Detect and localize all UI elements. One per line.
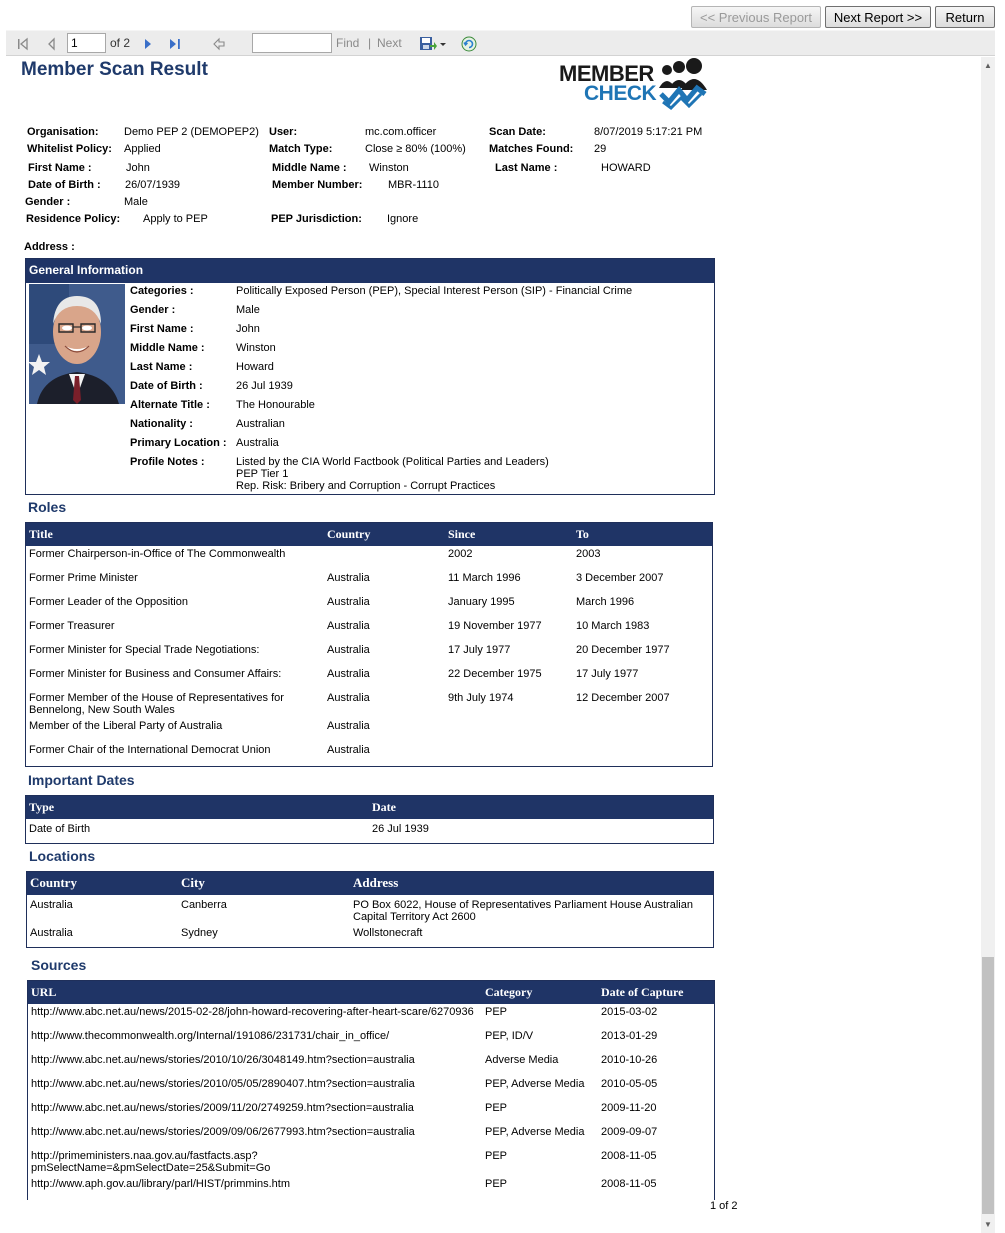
general-row-value: Politically Exposed Person (PEP), Special Interest Person (SIP) - Financial Crime: [236, 285, 633, 297]
first-page-icon[interactable]: [16, 35, 30, 53]
locations-heading: Locations: [29, 848, 96, 864]
source-category: PEP, Adverse Media: [485, 1078, 585, 1090]
location-row-2-address: Wollstonecraft: [353, 927, 423, 939]
role-to: 2003: [576, 548, 601, 560]
dob-label: Date of Birth :: [28, 179, 101, 191]
page-count-label: of 2: [110, 36, 131, 50]
organisation-value: Demo PEP 2 (DEMOPEP2): [124, 126, 259, 138]
scroll-up-icon[interactable]: ▲: [984, 60, 992, 70]
previous-page-icon[interactable]: [46, 35, 56, 53]
report-viewer-toolbar: [6, 30, 995, 56]
dates-row-date: 26 Jul 1939: [372, 823, 429, 835]
return-button[interactable]: Return: [935, 6, 995, 28]
role-title: Former Leader of the Opposition: [29, 596, 188, 608]
profile-photo: [29, 284, 125, 404]
find-link[interactable]: Find: [336, 36, 360, 50]
middle-name-label: Middle Name :: [272, 162, 347, 174]
source-date: 2009-11-20: [601, 1102, 657, 1114]
role-title: Former Prime Minister: [29, 572, 138, 584]
source-date: 2013-01-29: [601, 1030, 658, 1042]
general-row-value-line3: Rep. Risk: Bribery and Corruption - Corrupt Practices: [236, 480, 496, 492]
source-category: PEP: [485, 1178, 508, 1190]
general-information-title: General Information: [29, 263, 144, 277]
user-value: mc.com.officer: [365, 126, 437, 138]
important-dates-heading: Important Dates: [28, 772, 135, 788]
last-name-label: Last Name :: [495, 162, 558, 174]
source-category: PEP: [485, 1006, 508, 1018]
logo-word-member: MEMBER: [559, 61, 654, 86]
dob-value: 26/07/1939: [125, 179, 181, 191]
matches-found-label: Matches Found:: [489, 143, 574, 155]
general-row-label: Gender :: [130, 304, 176, 316]
match-type-value: Close ≥ 80% (100%): [365, 143, 466, 155]
report-title: Member Scan Result: [21, 59, 208, 80]
general-row-label: Profile Notes :: [130, 456, 205, 468]
role-country: Australia: [327, 644, 370, 656]
role-to: 20 December 1977: [576, 644, 670, 656]
source-url-link[interactable]: http://primeministers.naa.gov.au/fastfacts.asp?: [31, 1150, 258, 1162]
source-category: PEP, ID/V: [485, 1030, 534, 1042]
scrollbar-thumb[interactable]: [982, 957, 994, 1214]
general-row-label: Categories :: [130, 285, 194, 297]
sources-col-url: URL: [31, 985, 57, 999]
source-date: 2008-11-05: [601, 1150, 657, 1162]
source-url-link[interactable]: http://www.abc.net.au/news/2015-02-28/john-howard-recovering-after-heart-scare/6270936: [31, 1006, 474, 1018]
role-country: Australia: [327, 668, 370, 680]
find-separator: |: [368, 36, 372, 50]
role-since: 19 November 1977: [448, 620, 542, 632]
pep-jurisdiction-value: Ignore: [387, 213, 419, 225]
dates-col-date: Date: [372, 800, 396, 814]
general-row-label: Last Name :: [130, 361, 193, 373]
role-to: 12 December 2007: [576, 692, 670, 704]
roles-col-since: Since: [448, 527, 476, 541]
role-title: Former Treasurer: [29, 620, 115, 632]
general-row-value: Howard: [236, 361, 274, 373]
member-number-label: Member Number:: [272, 179, 363, 191]
general-row-value: The Honourable: [236, 399, 315, 411]
source-date: 2008-11-05: [601, 1178, 657, 1190]
location-row-1-country: Australia: [30, 899, 73, 911]
next-report-button[interactable]: Next Report >>: [825, 6, 931, 28]
whitelist-value: Applied: [124, 143, 161, 155]
back-to-parent-icon[interactable]: [212, 35, 226, 53]
first-name-label: First Name :: [28, 162, 92, 174]
source-url-link[interactable]: http://www.thecommonwealth.org/Internal/191086/231731/chair_in_office/: [31, 1030, 390, 1042]
source-date: 2010-05-05: [601, 1078, 658, 1090]
residence-policy-label: Residence Policy:: [26, 213, 121, 225]
scan-date-label: Scan Date:: [489, 126, 546, 138]
locations-col-country: Country: [30, 875, 77, 890]
last-page-icon[interactable]: [168, 35, 182, 53]
roles-col-to: To: [576, 527, 589, 541]
refresh-icon[interactable]: [461, 35, 477, 53]
role-country: Australia: [327, 572, 370, 584]
scroll-down-icon[interactable]: ▼: [984, 1219, 992, 1229]
role-title: Former Member of the House of Representatives for: [29, 692, 284, 704]
member-number-value: MBR-1110: [388, 179, 439, 191]
whitelist-label: Whitelist Policy:: [27, 143, 112, 155]
logo-word-check: CHECK: [584, 82, 657, 105]
general-row-value: Listed by the CIA World Factbook (Political Parties and Leaders): [236, 456, 549, 468]
source-date: 2010-10-26: [601, 1054, 658, 1066]
vertical-scrollbar[interactable]: [981, 57, 995, 1233]
source-url-link[interactable]: http://www.abc.net.au/news/stories/2009/11/20/2749259.htm?section=australia: [31, 1102, 414, 1114]
role-since: 22 December 1975: [448, 668, 542, 680]
role-to: March 1996: [576, 596, 635, 608]
role-to: 3 December 2007: [576, 572, 664, 584]
general-information-header: [26, 259, 714, 283]
general-row-value: Australian: [236, 418, 285, 430]
middle-name-value: Winston: [369, 162, 409, 174]
source-url-link-line2[interactable]: pmSelectName=&pmSelectDate=25&Submit=Go: [31, 1162, 271, 1174]
roles-heading: Roles: [28, 499, 67, 515]
source-category: Adverse Media: [485, 1054, 559, 1066]
general-row-value: Male: [236, 304, 260, 316]
roles-table-header: [26, 523, 712, 546]
report-navigation-bar: [0, 0, 1005, 30]
sources-heading: Sources: [31, 957, 87, 973]
role-country: Australia: [327, 596, 370, 608]
role-country: Australia: [327, 744, 370, 756]
first-name-value: John: [126, 162, 150, 174]
logo-people-icon: [657, 58, 711, 110]
source-url-link[interactable]: http://www.abc.net.au/news/stories/2009/09/06/2677993.htm?section=australia: [31, 1126, 415, 1138]
last-name-value: HOWARD: [601, 162, 651, 174]
residence-policy-value: Apply to PEP: [143, 213, 208, 225]
role-title: Former Minister for Business and Consumer Affairs:: [29, 668, 282, 680]
source-url-link[interactable]: http://www.aph.gov.au/library/parl/HIST/primmins.htm: [31, 1178, 290, 1190]
previous-report-button[interactable]: << Previous Report: [691, 6, 821, 28]
important-dates-header: [26, 796, 713, 819]
role-title: Former Minister for Special Trade Negotiations:: [29, 644, 260, 656]
source-category: PEP: [485, 1102, 508, 1114]
sources-col-date: Date of Capture: [601, 985, 684, 999]
locations-header: [27, 872, 713, 895]
gender-label: Gender :: [25, 196, 71, 208]
locations-col-city: City: [181, 875, 205, 890]
role-country: Australia: [327, 692, 370, 704]
page-number-input[interactable]: [67, 33, 106, 53]
gender-value: Male: [124, 196, 148, 208]
role-title: Former Chair of the International Democrat Union: [29, 744, 271, 756]
scan-date-value: 8/07/2019 5:17:21 PM: [594, 126, 703, 138]
location-row-2-city: Sydney: [181, 927, 218, 939]
location-row-2-country: Australia: [30, 927, 73, 939]
role-country: Australia: [327, 620, 370, 632]
role-title: Member of the Liberal Party of Australia: [29, 720, 223, 732]
general-row-value: 26 Jul 1939: [236, 380, 293, 392]
dates-row-type: Date of Birth: [29, 823, 91, 835]
source-date: 2015-03-02: [601, 1006, 658, 1018]
role-title-line2: Bennelong, New South Wales: [29, 704, 175, 716]
roles-col-title: Title: [29, 527, 53, 541]
user-label: User:: [269, 126, 298, 138]
general-row-label: Middle Name :: [130, 342, 205, 354]
member-check-logo: [559, 58, 711, 110]
address-label: Address :: [24, 241, 75, 253]
role-to: 10 March 1983: [576, 620, 650, 632]
general-row-value-line2: PEP Tier 1: [236, 468, 289, 480]
general-row-value: John: [236, 323, 260, 335]
role-since: 17 July 1977: [448, 644, 511, 656]
find-text-input[interactable]: [252, 33, 332, 53]
locations-table: [26, 871, 714, 948]
general-row-label: Alternate Title :: [130, 399, 210, 411]
general-row-label: Nationality :: [130, 418, 193, 430]
roles-col-country: Country: [327, 527, 371, 541]
dates-col-type: Type: [29, 800, 55, 814]
sources-header: [28, 981, 714, 1004]
source-url-link[interactable]: http://www.abc.net.au/news/stories/2010/05/05/2890407.htm?section=australia: [31, 1078, 415, 1090]
role-since: 2002: [448, 548, 473, 560]
organisation-label: Organisation:: [27, 126, 99, 138]
source-category: PEP: [485, 1150, 508, 1162]
important-dates-table: [25, 795, 714, 844]
location-row-1-city: Canberra: [181, 899, 227, 911]
matches-found-value: 29: [594, 143, 607, 155]
export-save-icon[interactable]: [419, 35, 447, 53]
general-row-label: Date of Birth :: [130, 380, 203, 392]
find-next-link[interactable]: Next: [377, 36, 402, 50]
match-type-label: Match Type:: [269, 143, 333, 155]
general-row-label: First Name :: [130, 323, 194, 335]
role-title: Former Chairperson-in-Office of The Commonwealth: [29, 548, 286, 560]
general-row-value: Winston: [236, 342, 276, 354]
role-since: 9th July 1974: [448, 692, 514, 704]
location-row-1-address-line2: Capital Territory Act 2600: [353, 911, 476, 923]
role-to: 17 July 1977: [576, 668, 639, 680]
source-date: 2009-09-07: [601, 1126, 658, 1138]
role-since: 11 March 1996: [448, 572, 521, 584]
source-category: PEP, Adverse Media: [485, 1126, 585, 1138]
role-country: Australia: [327, 720, 370, 732]
locations-col-address: Address: [353, 875, 399, 890]
next-page-icon[interactable]: [143, 35, 153, 53]
source-url-link[interactable]: http://www.abc.net.au/news/stories/2010/10/26/3048149.htm?section=australia: [31, 1054, 415, 1066]
role-since: January 1995: [448, 596, 515, 608]
general-row-label: Primary Location :: [130, 437, 227, 449]
location-row-1-address: PO Box 6022, House of Representatives Parliament House Australian: [353, 899, 693, 911]
sources-col-category: Category: [485, 985, 533, 999]
pep-jurisdiction-label: PEP Jurisdiction:: [271, 213, 362, 225]
page-indicator: 1 of 2: [710, 1200, 738, 1212]
general-row-value: Australia: [236, 437, 279, 449]
